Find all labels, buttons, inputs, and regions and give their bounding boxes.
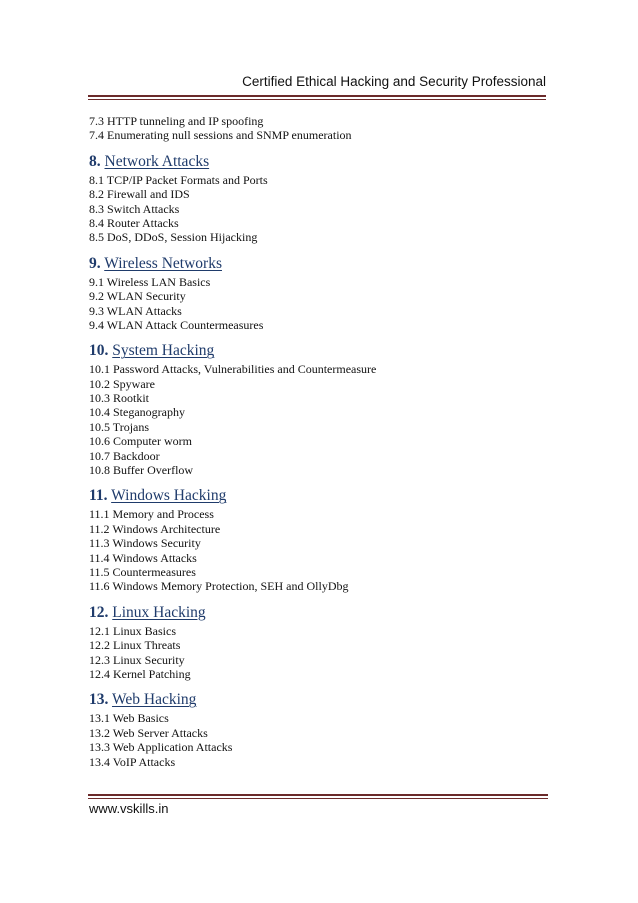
intro-items	[89, 114, 549, 143]
section-heading	[89, 486, 549, 506]
section-title: Windows Hacking	[111, 487, 227, 505]
section-web-hacking	[89, 690, 549, 769]
section-title: Network Attacks	[104, 152, 210, 170]
header-title: Certified Ethical Hacking and Security Professional	[242, 74, 546, 89]
list-item: 7.3 HTTP tunneling and IP spoofing	[89, 114, 264, 128]
list-item: 13.1 Web Basics	[89, 711, 169, 726]
list-item: 8.1 TCP/IP Packet Formats and Ports	[89, 172, 268, 187]
section-number: 13.	[89, 691, 109, 709]
section-heading	[89, 254, 549, 274]
section-title: System Hacking	[112, 342, 215, 360]
list-item: 10.7 Backdoor	[89, 448, 160, 463]
list-item: 13.3 Web Application Attacks	[89, 740, 233, 755]
list-item: 9.1 Wireless LAN Basics	[89, 274, 211, 289]
list-item: 9.3 WLAN Attacks	[89, 303, 182, 318]
list-item: 12.4 Kernel Patching	[89, 666, 191, 681]
section-heading	[89, 152, 549, 172]
section-number: 10.	[89, 342, 109, 360]
section-heading	[89, 690, 549, 710]
section-title: Wireless Networks	[104, 254, 222, 272]
section-linux-hacking	[89, 603, 549, 682]
section-network-attacks	[89, 152, 549, 245]
section-number: 8.	[89, 152, 101, 170]
section-system-hacking	[89, 341, 549, 477]
section-title: Linux Hacking	[112, 603, 206, 621]
list-item: 10.4 Steganography	[89, 405, 185, 420]
list-item: 8.3 Switch Attacks	[89, 201, 180, 216]
list-item: 7.4 Enumerating null sessions and SNMP enumeration	[89, 128, 352, 143]
footer-url[interactable]: www.vskills.in	[89, 801, 169, 816]
list-item: 12.1 Linux Basics	[89, 623, 176, 638]
section-number: 11.	[89, 487, 108, 505]
toc-content	[89, 114, 549, 769]
list-item: 13.2 Web Server Attacks	[89, 725, 208, 740]
section-title: Web Hacking	[111, 691, 197, 709]
list-item: 8.5 DoS, DDoS, Session Hijacking	[89, 230, 258, 245]
section-heading	[89, 603, 549, 623]
list-item: 11.4 Windows Attacks	[89, 550, 197, 565]
list-item: 10.8 Buffer Overflow	[89, 463, 194, 478]
list-item: 12.2 Linux Threats	[89, 638, 181, 653]
section-heading	[89, 341, 549, 361]
list-item: 11.3 Windows Security	[89, 536, 201, 551]
list-item: 11.1 Memory and Process	[89, 507, 214, 522]
header-divider	[88, 95, 546, 100]
list-item: 10.6 Computer worm	[89, 434, 192, 449]
list-item: 8.2 Firewall and IDS	[89, 187, 190, 202]
section-number: 12.	[89, 603, 109, 621]
section-wireless-networks	[89, 254, 549, 333]
list-item: 11.5 Countermeasures	[89, 564, 196, 579]
list-item: 10.2 Spyware	[89, 376, 155, 391]
list-item: 11.6 Windows Memory Protection, SEH and OllyDbg	[89, 579, 349, 594]
list-item: 9.4 WLAN Attack Countermeasures	[89, 317, 264, 332]
list-item: 8.4 Router Attacks	[89, 215, 179, 230]
list-item: 13.4 VoIP Attacks	[89, 754, 176, 769]
footer-divider	[88, 794, 548, 799]
section-windows-hacking	[89, 486, 549, 593]
list-item: 10.1 Password Attacks, Vulnerabilities and Countermeasure	[89, 362, 377, 377]
list-item: 11.2 Windows Architecture	[89, 521, 221, 536]
list-item: 10.3 Rootkit	[89, 391, 150, 406]
list-item: 9.2 WLAN Security	[89, 289, 186, 304]
list-item: 10.5 Trojans	[89, 419, 150, 434]
list-item: 12.3 Linux Security	[89, 652, 185, 667]
section-number: 9.	[89, 254, 101, 272]
